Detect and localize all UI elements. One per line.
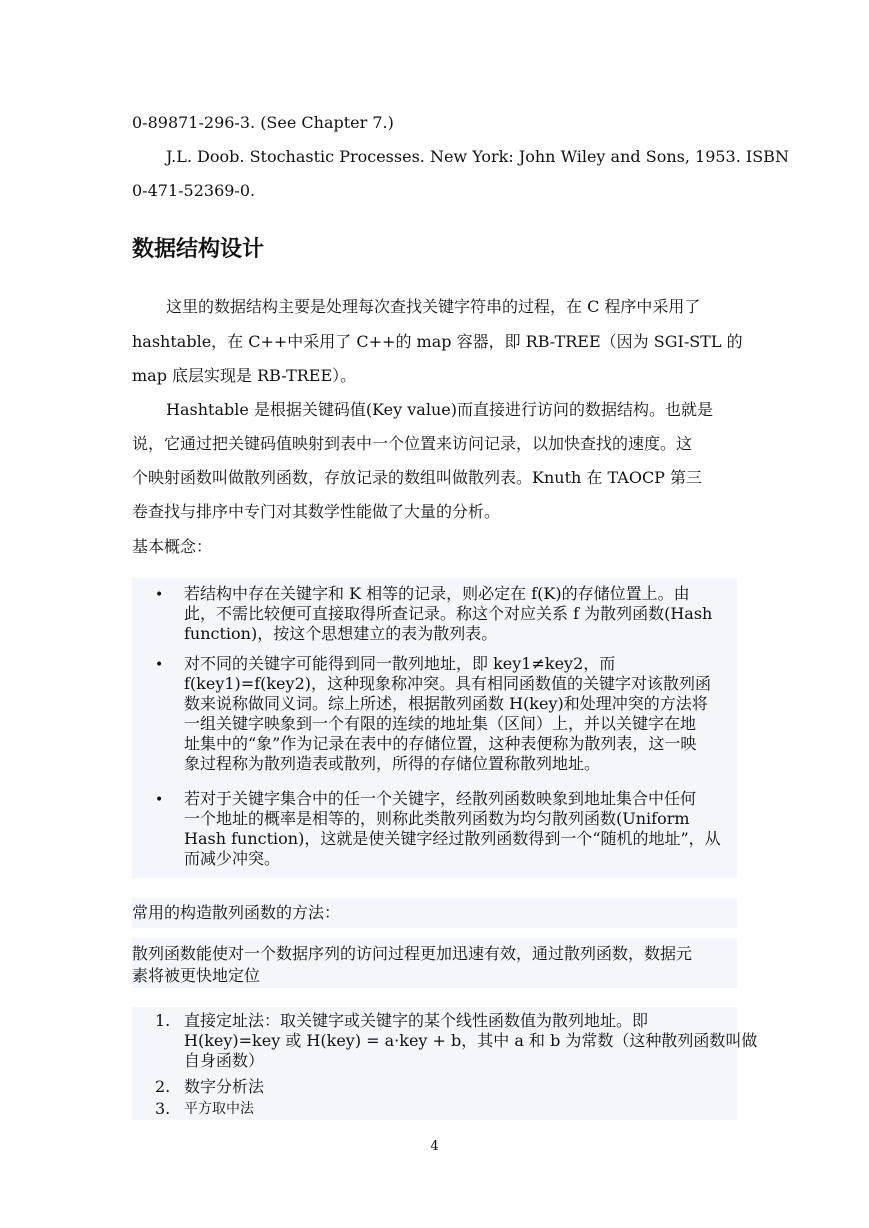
bullet-item-line: f(key1)=f(key2)，这种现象称冲突。具有相同函数值的关键字对该散列函 (184, 674, 711, 693)
bullet-item (184, 654, 738, 774)
methods-desc-line: 素将被更快地定位 (132, 966, 261, 985)
reference-line: 0-471-52369-0. (132, 181, 256, 200)
section-title: 数据结构设计 (132, 237, 265, 262)
bullet-item-line: 对不同的关键字可能得到同一散列地址，即 key1≠key2，而 (184, 654, 616, 673)
paragraph-line: Hashtable 是根据关键码值(Key value)而直接进行访问的数据结构。也就是 (166, 400, 713, 419)
bullet-item-line: 址集中的“象”作为记录在表中的存储位置，这种表便称为散列表，这一映 (184, 734, 697, 753)
basic-concepts-label: 基本概念： (132, 537, 213, 556)
bullet-marker: • (155, 657, 164, 673)
list-item (184, 1011, 758, 1071)
bullet-marker: • (155, 792, 164, 808)
bullet-item-line: 若对于关键字集合中的任一个关键字，经散列函数映象到地址集合中任何 (184, 789, 697, 808)
paragraph-line: 卷查找与排序中专门对其数学性能做了大量的分析。 (132, 502, 501, 521)
bullet-item-line: 象过程称为散列造表或散列，所得的存储位置称散列地址。 (184, 754, 601, 773)
list-item-line: 直接定址法：取关键字或关键字的某个线性函数值为散列地址。即 (184, 1011, 649, 1030)
list-item (184, 1099, 738, 1119)
reference-line: 0-89871-296-3. (See Chapter 7.) (132, 113, 394, 132)
list-number: 3. (155, 1099, 171, 1118)
bullet-item (184, 584, 738, 644)
bullet-item-line: 此，不需比较便可直接取得所查记录。称这个对应关系 f 为散列函数(Hash (184, 604, 713, 623)
methods-desc-line: 散列函数能使对一个数据序列的访问过程更加迅速有效，通过散列函数，数据元 (132, 944, 693, 963)
paragraph-line: 个映射函数叫做散列函数，存放记录的数组叫做散列表。Knuth 在 TAOCP 第三 (132, 468, 703, 487)
list-number: 2. (155, 1077, 171, 1096)
bullet-item-line: 数来说称做同义词。综上所述，根据散列函数 H(key)和处理冲突的方法将 (184, 694, 708, 713)
list-number: 1. (155, 1011, 171, 1030)
paragraph-line: hashtable，在 C++中采用了 C++的 map 容器，即 RB-TREE（因为 SGI-STL 的 (132, 332, 743, 351)
bullet-item-line: 一个地址的概率是相等的，则称此类散列函数为均匀散列函数(Uniform (184, 809, 690, 828)
list-item-line: H(key)=key 或 H(key) = a·key + b，其中 a 和 b 为常数（这种散列函数叫做 (184, 1031, 758, 1050)
reference-line: J.L. Doob. Stochastic Processes. New York: John Wiley and Sons, 1953. ISBN (166, 147, 789, 166)
list-item-line: 数字分析法 (184, 1077, 265, 1096)
bullet-item-line: 一组关键字映象到一个有限的连续的地址集（区间）上，并以关键字在地 (184, 714, 697, 733)
bullet-item-line: 而减少冲突。 (184, 849, 281, 868)
paragraph-line: 这里的数据结构主要是处理每次查找关键字符串的过程，在 C 程序中采用了 (166, 297, 701, 316)
bullet-item-line: Hash function)，这就是使关键字经过散列函数得到一个“随机的地址”，从 (184, 829, 721, 848)
list-item (184, 1077, 738, 1097)
bullet-item-line: 若结构中存在关键字和 K 相等的记录，则必定在 f(K)的存储位置上。由 (184, 584, 690, 603)
list-item-line: 平方取中法 (184, 1101, 254, 1117)
methods-label: 常用的构造散列函数的方法： (132, 903, 341, 922)
bullet-item (184, 789, 738, 869)
list-item-line: 自身函数） (184, 1051, 265, 1070)
paragraph-line: 说，它通过把关键码值映射到表中一个位置来访问记录，以加快查找的速度。这 (132, 434, 693, 453)
bullet-item-line: function)，按这个思想建立的表为散列表。 (184, 624, 498, 643)
paragraph-line: map 底层实现是 RB-TREE）。 (132, 366, 357, 385)
bullet-marker: • (155, 587, 164, 603)
page-number: 4 (430, 1139, 439, 1154)
